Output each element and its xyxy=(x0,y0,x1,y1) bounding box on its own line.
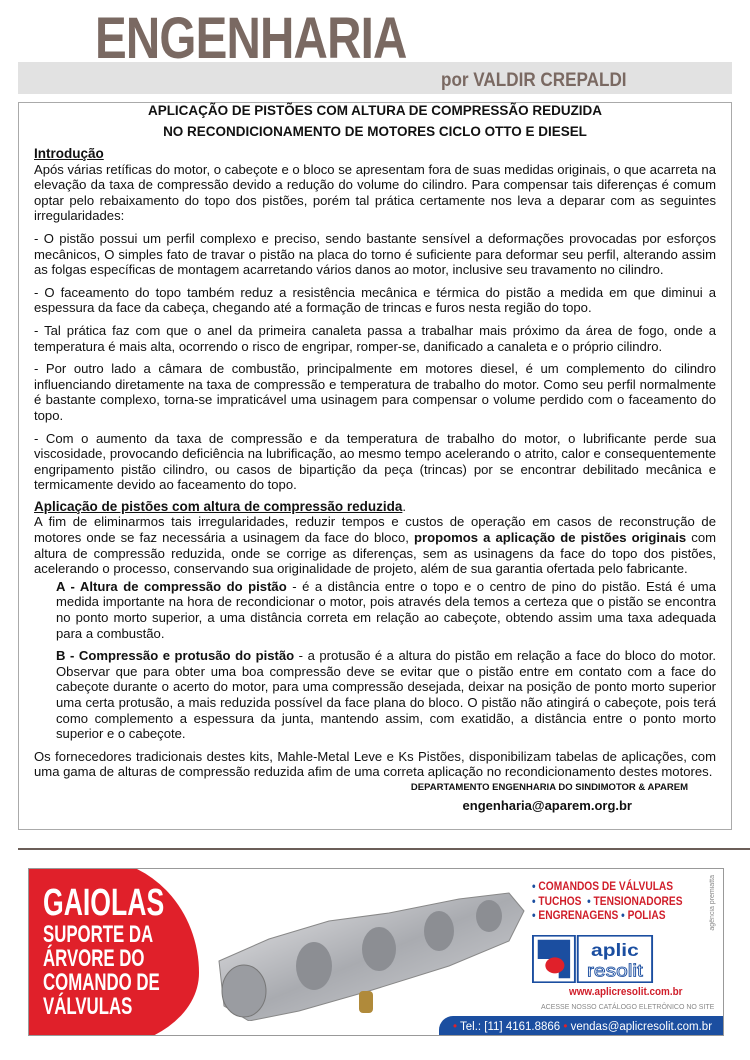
article xyxy=(18,102,732,830)
item-b-text: - a protusão é a altura do pistão em relação a face do bloco do motor. Observar que para obter uma boa compressão deve se evitar que o pistão entre em contato com a face do cabeçote durante o acerto do motor, para uma compressão desejada, deixar na posição de ponto morto superior uma certa protusão, a mais reduzida possível da face plana do bloco. O pistão não atingirá o cabeçote, pois terá como complemento a espessura da junta, mantendo assim, com exatidão, a distância entre o ponto morto superior e o cabeçote. xyxy=(56,648,717,742)
catalog-note: ACESSE NOSSO CATÁLOGO ELETRÔNICO NO SITE xyxy=(541,1004,715,1011)
article-body: Introdução Após várias retíficas do motor, o cabeçote e o bloco se apresentam fora de suas medidas originais, o que acarreta na elevação da taxa de compressão devido a redução do volume do cilindro. Para compensar tais diferenças é comum optar pelo rebaixamento do topo dos pistões, porém tal prática certamente nos leva a deparar com as seguintes irregularidades: - O pistão possui um perfil complexo e preciso, sendo bastante sensível a deformações provocadas por esforços mecânicos, O simples fato de travar o pistão na placa do torno é suficiente para deformar seu perfil, alterando assim as folgas específicas de montagem acarretando vários danos ao motor, inclusive seu travamento no cilindro. - O faceamento do topo também reduz a resistência mecânica e térmica do pistão a medida em que diminui a espessura da face da cabeça, chegando até a formação de trincas e furos nesta região do topo. - Tal prática faz com que o anel da primeira canaleta passa a trabalhar mais próximo da área de fogo, onde a temperatura é mais alta, ocorrendo o risco de engripar, romper-se, danificado a canaleta e o próprio cilindro. - Por outro lado a câmara de combustão, principalmente em motores diesel, é um complemento do cilindro influenciando diretamente na taxa de compressão e temperatura de trabalho do motor. Como seu perfil normalmente é bastante complexo, torna-se impraticável uma usinagem para compensar o volume perdido com o faceamento do topo. - Com o aumento da taxa de compressão e da temperatura de trabalho do motor, o lubrificante perde sua viscosidade, provocando deficiência na lubrificação, ao mesmo tempo acelerando o atrito, calor e consequentemente engripamento pistão cilindro, ou casos de bipartição da peça (trincas) por se encontrar debilitado mecânica e termicamente devido ao faceamento do topo. Aplicação de pistões com altura de compressão reduzida. A fim de eliminarmos tais irregularidades, reduzir tempos e custos de operação em casos de reconstrução de motores onde se faz necessária a usinagem da face do bloco, propomos a aplicação de pistões originais com altura de compressão reduzida, onde se corrige as diferenças, sem as usinagens da face do topo dos pistões, acelerando o processo, conservando sua originalidade de projeto, além de sua garantia ofertada pelo fabricante. A - Altura de compressão do pistão - é a distância entre o topo e o centro de pino do pistão. Está é uma medida importante na hora de recondicionar o motor, pois através dela temos a certeza que o pistão se encontra no ponto morto superior, a uma distância correta em relação ao cabeçote, obtendo assim uma taxa adequada para a combustão. B - Compressão e protusão do pistão - a protusão é a altura do pistão em relação a face do bloco do motor. Observar que para obter uma boa compressão deve se evitar que o pistão entre em contato com a face do cabeçote durante o acerto do motor, para uma compressão desejada, deixar na posição de ponto morto superior uma certa protusão, a mais reduzida possível da face plana do bloco. O pistão não atingirá o cabeçote, pois terá como complemento a espessura da junta, mantendo assim, com exatidão, a distância entre o ponto morto superior e o cabeçote. Os fornecedores tradicionais destes kits, Mahle-Metal Leve e Ks Pistões, disponibilizam tabelas de aplicações, com uma gama de alturas de compressão reduzida afim de uma correta aplicação no recondicionamento destes motores. xyxy=(34,146,717,780)
title-line: NO RECONDICIONAMENTO DE MOTORES CICLO OTTO E DIESEL xyxy=(163,124,587,140)
item-a-label: A - Altura de compressão do pistão xyxy=(56,578,287,594)
product: POLIAS xyxy=(627,908,666,922)
ad-subline: VÁLVULAS xyxy=(43,993,133,1020)
product: TUCHOS xyxy=(538,893,582,908)
text: com altura de compressão reduzida, onde se corrige as diferenças, sem as usinagens da face do topo dos pistões, acelerando o processo, conservando sua originalidade de projeto, além de sua garantia ofertada pelo fabricante. xyxy=(34,530,717,577)
ad-subline: SUPORTE DA xyxy=(43,921,154,948)
item-b-label: B - Compressão e protusão do pistão xyxy=(56,648,295,664)
item-a xyxy=(34,579,716,641)
intro-heading: Introdução xyxy=(34,146,104,161)
svg-text:aplic: aplic xyxy=(591,940,639,961)
product: ENGRENAGENS xyxy=(538,908,619,922)
point: - O pistão possui um perfil complexo e preciso, sendo bastante sensível a deformações provocadas por esforços mecânicos, O simples fato de travar o pistão na placa do torno é suficiente para deformar seu perfil, alterando assim as folgas específicas de montagem acarretando vários danos ao motor, inclusive seu travamento no cilindro. xyxy=(34,230,716,278)
section-title: ENGENHARIA xyxy=(95,6,407,71)
contact-bar: • Tel.: [11] 4161.8866 • vendas@aplicresolit.com.br xyxy=(439,1016,724,1036)
closing-paragraph: Os fornecedores tradicionais destes kits, Mahle-Metal Leve e Ks Pistões, disponibilizam tabelas de aplicações, com uma gama de alturas de compressão reduzida afim de uma correta aplicação no recondicionamento destes motores. xyxy=(34,748,716,780)
ad-subline: COMANDO DE xyxy=(43,969,160,996)
title-line: APLICAÇÃO DE PISTÕES COM ALTURA DE COMPRESSÃO REDUZIDA xyxy=(147,103,603,119)
item-b xyxy=(34,648,716,742)
product-line: • TUCHOS • TENSIONADORES xyxy=(532,893,683,908)
point: - Tal prática faz com que o anel da primeira canaleta passa a trabalhar mais próximo da área de fogo, onde a temperatura é mais alta, ocorrendo o risco de engripar, romper-se, danificado a canaleta e o próprio cilindro. xyxy=(34,322,716,354)
section2-heading: Aplicação de pistões com altura de compressão reduzida xyxy=(34,498,403,514)
signature: DEPARTAMENTO ENGENHARIA DO SINDIMOTOR & APAREM xyxy=(410,781,688,793)
product-line: • COMANDOS DE VÁLVULAS xyxy=(532,879,674,893)
item-a-text: - é a distância entre o topo e o centro de pino do pistão. Está é uma medida importante na hora de recondicionar o motor, pois através dela temos a certeza que o pistão se encontra no ponto morto superior, a uma distância correta em relação ao cabeçote, obtendo assim uma taxa adequada para a combustão. xyxy=(56,578,716,641)
product-list xyxy=(532,879,683,923)
product-line: • ENGRENAGENS • POLIAS xyxy=(532,908,666,922)
camshaft-carrier-image xyxy=(209,891,539,1021)
point: - Com o aumento da taxa de compressão e da temperatura de trabalho do motor, o lubrificante perde sua viscosidade, provocando deficiência na lubrificação, ao mesmo tempo acelerando o atrito, calor e consequentemente engripamento pistão cilindro, ou casos de bipartição da peça (trincas) por se encontrar debilitado mecânica e termicamente devido ao faceamento do topo. xyxy=(34,430,716,493)
contact-email: engenharia@aparem.org.br xyxy=(462,797,632,813)
point: - Por outro lado a câmara de combustão, principalmente em motores diesel, é um complemento do cilindro influenciando diretamente na taxa de compressão e temperatura de trabalho do motor. Como seu perfil normalmente é bastante complexo, torna-se impraticável uma usinagem para compensar o volume perdido com o faceamento do topo. xyxy=(34,361,716,423)
author: por VALDIR CREPALDI xyxy=(441,70,627,91)
agency-credit: agência premiatta xyxy=(709,875,716,931)
advertisement xyxy=(28,868,724,1036)
section2-paragraph xyxy=(34,514,716,576)
emphasis: propomos a aplicação de pistões originais xyxy=(414,530,687,546)
ad-headline-block xyxy=(43,883,164,1019)
text: A fim de eliminarmos tais irregularidades, reduzir tempos e custos de operação em casos de reconstrução de motores onde se faz necessária a usinagem da face do bloco, xyxy=(34,514,716,546)
ad-subline: ÁRVORE DO xyxy=(43,945,145,972)
ad-headline: GAIOLAS xyxy=(43,882,165,924)
ad-phone: Tel.: [11] 4161.8866 xyxy=(460,1021,561,1033)
product: COMANDOS DE VÁLVULAS xyxy=(538,879,674,893)
divider xyxy=(18,848,750,850)
svg-text:resolit: resolit xyxy=(586,961,643,982)
ad-email[interactable]: vendas@aplicresolit.com.br xyxy=(570,1021,713,1033)
intro-paragraph: Após várias retíficas do motor, o cabeçote e o bloco se apresentam fora de suas medidas originais, o que acarreta na elevação da taxa de compressão devido a redução do volume do cilindro. Para compensar tais diferenças é comum optar pelo rebaixamento do topo dos pistões, porém tal prática certamente nos leva a deparar com as seguintes irregularidades: xyxy=(34,161,716,224)
aplic-resolit-logo xyxy=(532,935,654,983)
ad-website[interactable]: www.aplicresolit.com.br xyxy=(569,986,683,998)
product: TENSIONADORES xyxy=(593,893,683,908)
point: - O faceamento do topo também reduz a resistência mecânica e térmica do pistão a medida em que diminui a espessura da face da cabeça, chegando até a formação de trincas e furos nesta região do topo. xyxy=(34,284,716,316)
article-title xyxy=(34,101,716,143)
